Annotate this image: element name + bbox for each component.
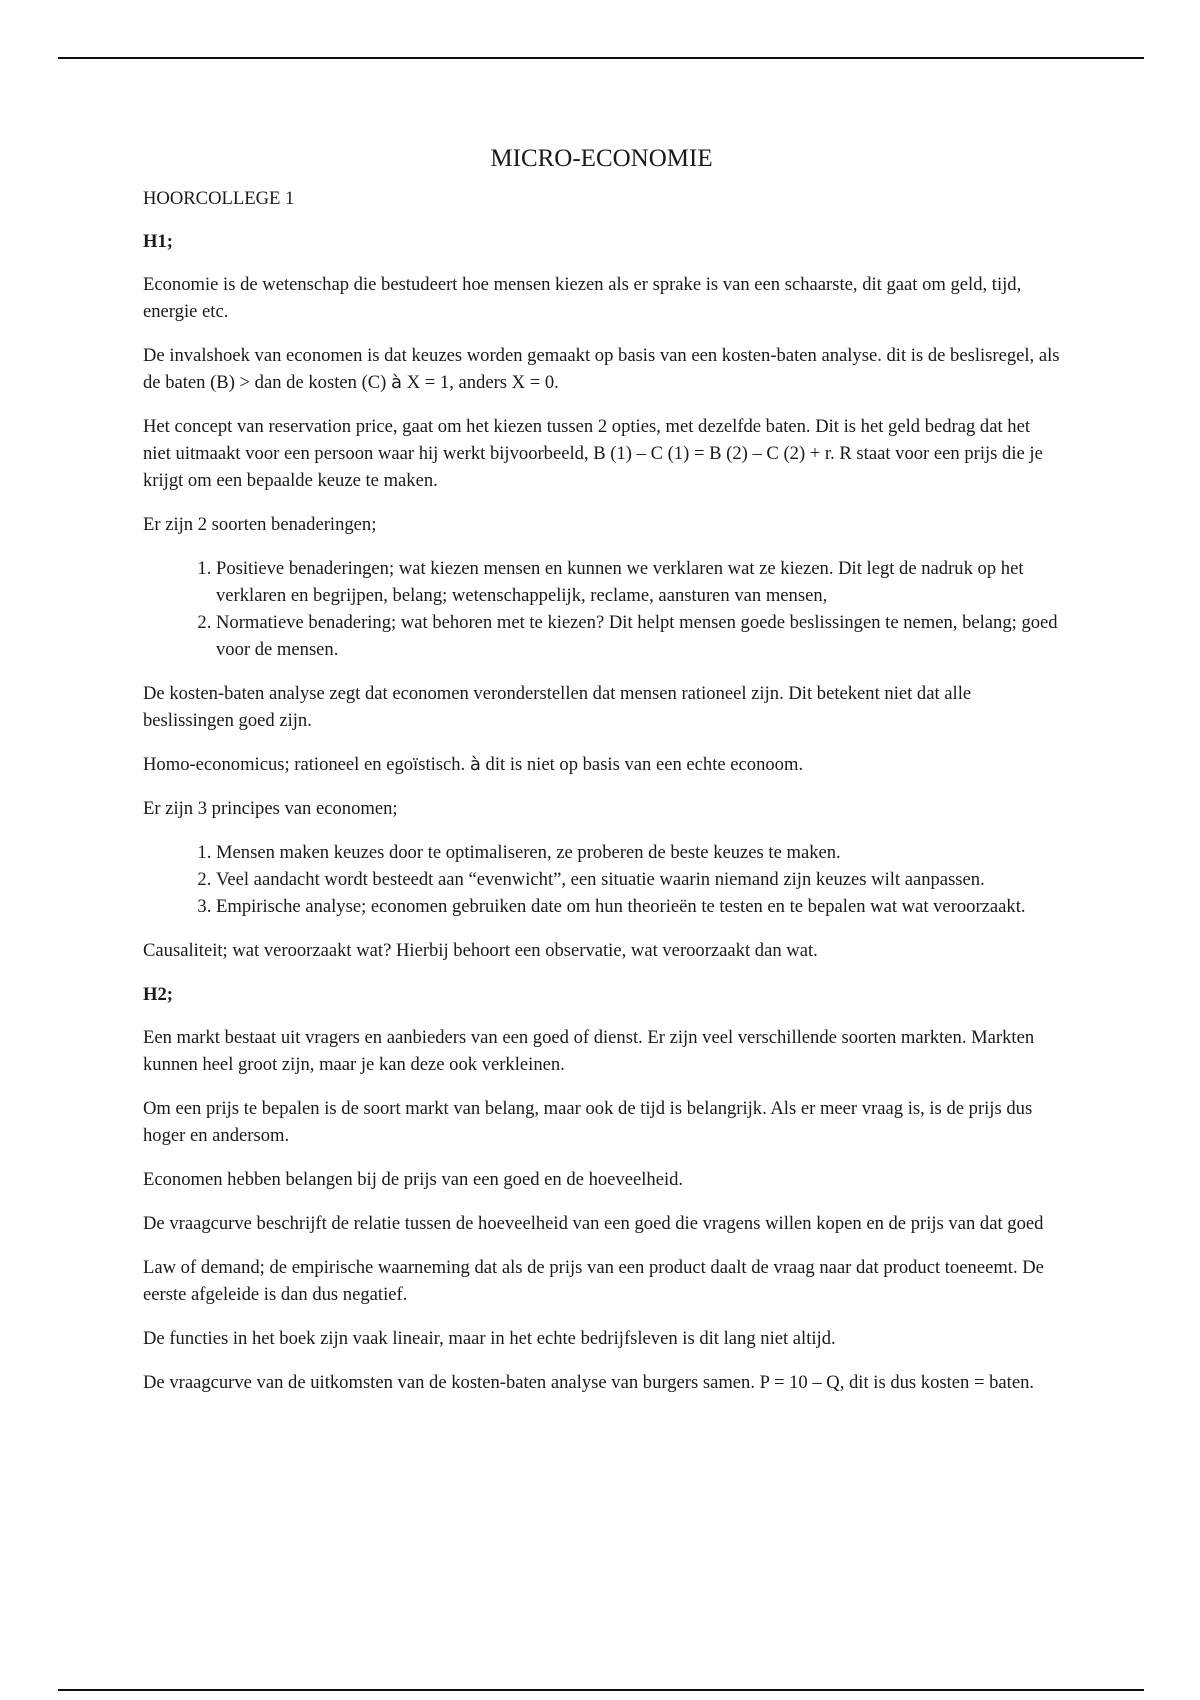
paragraph-text: Homo-economicus; rationeel en egoïstisch.: [143, 754, 470, 775]
paragraph-homo-economicus: [143, 751, 1060, 778]
paragraph-belangen: Economen hebben belangen bij de prijs van een goed en de hoeveelheid.: [143, 1169, 684, 1190]
document-body: [143, 143, 1060, 1413]
paragraph-principes-intro: Er zijn 3 principes van economen;: [143, 798, 398, 819]
list-benaderingen: [143, 555, 1060, 663]
lecture-label: HOORCOLLEGE 1: [143, 188, 295, 209]
paragraph-reservation-price: Het concept van reservation price, gaat om het kiezen tussen 2 opties, met dezelfde baten. Dit is het geld bedrag dat het niet uitmaakt voor een persoon waar hij werkt bijvoorbeeld, B (1) – C (1) = B (2) – C (2) + r. R staat voor een prijs die je krijgt om een bepaalde keuze te maken.: [143, 416, 1043, 491]
paragraph-causaliteit: Causaliteit; wat veroorzaakt wat? Hierbij behoort een observatie, wat veroorzaakt dan wat.: [143, 940, 818, 961]
arrow-symbol: à: [469, 754, 481, 775]
paragraph-kosten-baten: [143, 342, 1060, 396]
paragraph-vraagcurve-uitkomsten: De vraagcurve van de uitkomsten van de kosten-baten analyse van burgers samen. P = 10 – Q, dit is dus kosten = baten.: [143, 1372, 1035, 1393]
list-item: 3. Empirische analyse; economen gebruiken date om hun theorieën te testen en te bepalen wat wat veroorzaakt.: [216, 893, 1060, 920]
document-title: MICRO-ECONOMIE: [490, 145, 713, 172]
paragraph-text: X = 1, anders X = 0.: [402, 372, 559, 393]
list-item: 2. Veel aandacht wordt besteedt aan “evenwicht”, een situatie waarin niemand zijn keuzes wilt aanpassen.: [216, 866, 1060, 893]
section-heading-h1: H1;: [143, 231, 173, 252]
paragraph-vraagcurve: De vraagcurve beschrijft de relatie tussen de hoeveelheid van een goed die vragens willen kopen en de prijs van dat goed: [143, 1213, 1044, 1234]
paragraph-law-of-demand: Law of demand; de empirische waarneming dat als de prijs van een product daalt de vraag naar dat product toeneemt. De eerste afgeleide is dan dus negatief.: [143, 1257, 1044, 1305]
list-item: 1. Positieve benaderingen; wat kiezen mensen en kunnen we verklaren wat ze kiezen. Dit legt de nadruk op het verklaren en begrijpen, belang; wetenschappelijk, reclame, aansturen van mensen,: [216, 555, 1060, 609]
top-rule: [58, 57, 1144, 59]
list-principes: [143, 839, 1060, 920]
bottom-rule: [58, 1689, 1144, 1691]
paragraph-economie-definitie: Economie is de wetenschap die bestudeert hoe mensen kiezen als er sprake is van een schaarste, dit gaat om geld, tijd, energie etc.: [143, 274, 1022, 322]
section-heading-h2: H2;: [143, 984, 173, 1005]
list-item: 1. Mensen maken keuzes door te optimaliseren, ze proberen de beste keuzes te maken.: [216, 839, 1060, 866]
paragraph-text: De invalshoek van economen is dat keuzes worden gemaakt op basis van een kosten-baten analyse. dit is de beslisregel, als de baten (B) > dan de kosten (C): [143, 345, 1060, 393]
paragraph-text: dit is niet op basis van een echte econoom.: [480, 754, 804, 775]
list-item: 2. Normatieve benadering; wat behoren met te kiezen? Dit helpt mensen goede beslissingen te nemen, belang; goed voor de mensen.: [216, 609, 1060, 663]
paragraph-prijs-bepalen: Om een prijs te bepalen is de soort markt van belang, maar ook de tijd is belangrijk. Als er meer vraag is, is de prijs dus hoger en andersom.: [143, 1098, 1033, 1146]
paragraph-functies: De functies in het boek zijn vaak lineair, maar in het echte bedrijfsleven is dit lang niet altijd.: [143, 1328, 836, 1349]
paragraph-rationeel: De kosten-baten analyse zegt dat economen veronderstellen dat mensen rationeel zijn. Dit betekent niet dat alle beslissingen goed zijn.: [143, 683, 972, 731]
arrow-symbol: à: [391, 372, 403, 393]
paragraph-benaderingen-intro: Er zijn 2 soorten benaderingen;: [143, 514, 377, 535]
paragraph-markt: Een markt bestaat uit vragers en aanbieders van een goed of dienst. Er zijn veel verschillende soorten markten. Markten kunnen heel groot zijn, maar je kan deze ook verkleinen.: [143, 1027, 1035, 1075]
